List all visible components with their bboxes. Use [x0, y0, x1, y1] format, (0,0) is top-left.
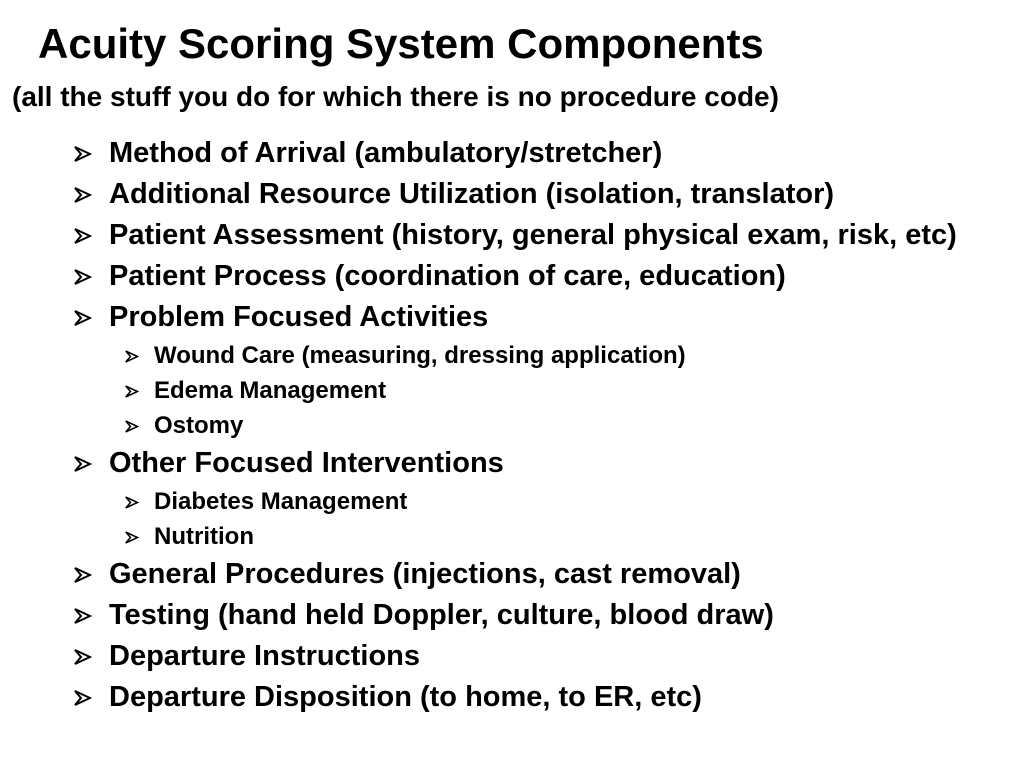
bullet-text: Departure Instructions: [109, 640, 420, 672]
arrow-bullet-icon: [74, 567, 92, 583]
arrow-bullet-icon: [74, 269, 92, 285]
bullet-text: Method of Arrival (ambulatory/stretcher): [109, 137, 663, 169]
arrow-bullet-icon: [125, 385, 139, 398]
bullet-text: Departure Disposition (to home, to ER, etc): [109, 681, 702, 713]
slide-title: Acuity Scoring System Components: [38, 20, 764, 67]
arrow-bullet-icon: [74, 187, 92, 203]
slide-subtitle: (all the stuff you do for which there is no procedure code): [12, 81, 779, 112]
bullet-item: [72, 447, 992, 479]
bullet-item: [72, 558, 992, 590]
arrow-bullet-icon: [74, 146, 92, 162]
bullet-item: [72, 137, 992, 169]
arrow-bullet-icon: [74, 310, 92, 326]
sub-bullet-text: Wound Care (measuring, dressing application): [154, 342, 686, 369]
bullet-item: [72, 219, 992, 251]
arrow-bullet-icon: [125, 420, 139, 433]
arrow-bullet-icon: [74, 649, 92, 665]
arrow-bullet-icon: [125, 531, 139, 544]
bullet-item: [72, 301, 992, 333]
sub-bullet-text: Edema Management: [154, 377, 387, 404]
sub-bullet-item: [72, 523, 992, 551]
arrow-bullet-icon: [125, 496, 139, 509]
bullet-text: Testing (hand held Doppler, culture, blood draw): [109, 599, 774, 631]
sub-bullet-item: [72, 488, 992, 516]
sub-bullet-item: [72, 342, 992, 370]
arrow-bullet-icon: [74, 690, 92, 706]
arrow-bullet-icon: [74, 228, 92, 244]
bullet-item: [72, 178, 992, 210]
bullet-text: Patient Assessment (history, general physical exam, risk, etc): [109, 219, 957, 251]
bullet-item: [72, 599, 992, 631]
bullet-text: Other Focused Interventions: [109, 447, 504, 479]
sub-bullet-text: Ostomy: [154, 412, 244, 439]
bullet-text: Patient Process (coordination of care, education): [109, 260, 786, 292]
arrow-bullet-icon: [125, 350, 139, 363]
bullet-list: [72, 137, 992, 722]
sub-bullet-item: [72, 412, 992, 440]
arrow-bullet-icon: [74, 456, 92, 472]
bullet-item: [72, 681, 992, 713]
bullet-text: General Procedures (injections, cast removal): [109, 558, 741, 590]
bullet-item: [72, 640, 992, 672]
bullet-text: Additional Resource Utilization (isolation, translator): [109, 178, 835, 210]
bullet-item: [72, 260, 992, 292]
bullet-text: Problem Focused Activities: [109, 301, 489, 333]
sub-bullet-text: Nutrition: [154, 523, 254, 550]
arrow-bullet-icon: [74, 608, 92, 624]
sub-bullet-item: [72, 377, 992, 405]
sub-bullet-text: Diabetes Management: [154, 488, 408, 515]
